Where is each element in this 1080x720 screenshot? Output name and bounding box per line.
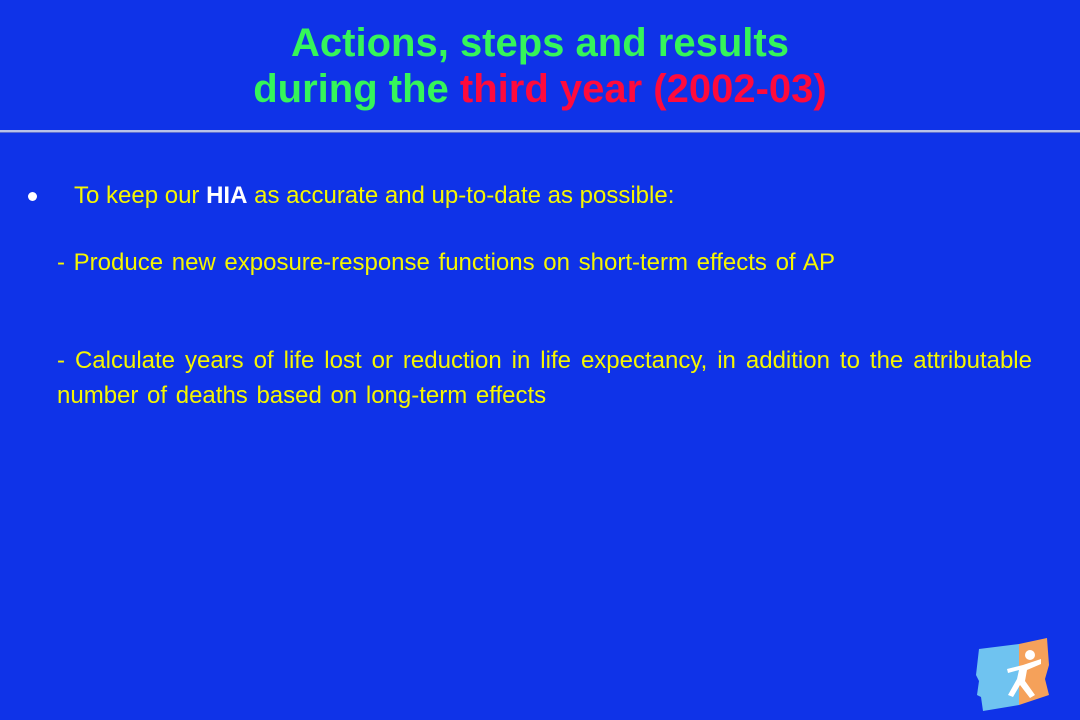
bullet-text: [74, 180, 674, 212]
title-line-1: Actions, steps and results: [291, 21, 789, 65]
bullet-bold-term: HIA: [206, 182, 248, 209]
sub-point-1: - Produce new exposure-response functions on short-term effects of AP: [57, 249, 835, 276]
title-line-2-prefix: during the: [253, 67, 460, 111]
slide-title: [0, 20, 1080, 112]
title-line-2: [0, 66, 1080, 112]
title-highlight: third year (2002-03): [459, 67, 827, 111]
title-divider: [0, 130, 1080, 133]
bullet-prefix: To keep our: [74, 182, 207, 209]
bullet-suffix: as accurate and up-to-date as possible:: [247, 182, 675, 209]
apheis-figure-icon: [975, 635, 1055, 715]
sub-point-2: - Calculate years of life lost or reduction in life expectancy, in addition to the attributable number of deaths based on long-term effects: [57, 347, 1032, 409]
bullet-dot-icon: [28, 192, 37, 201]
